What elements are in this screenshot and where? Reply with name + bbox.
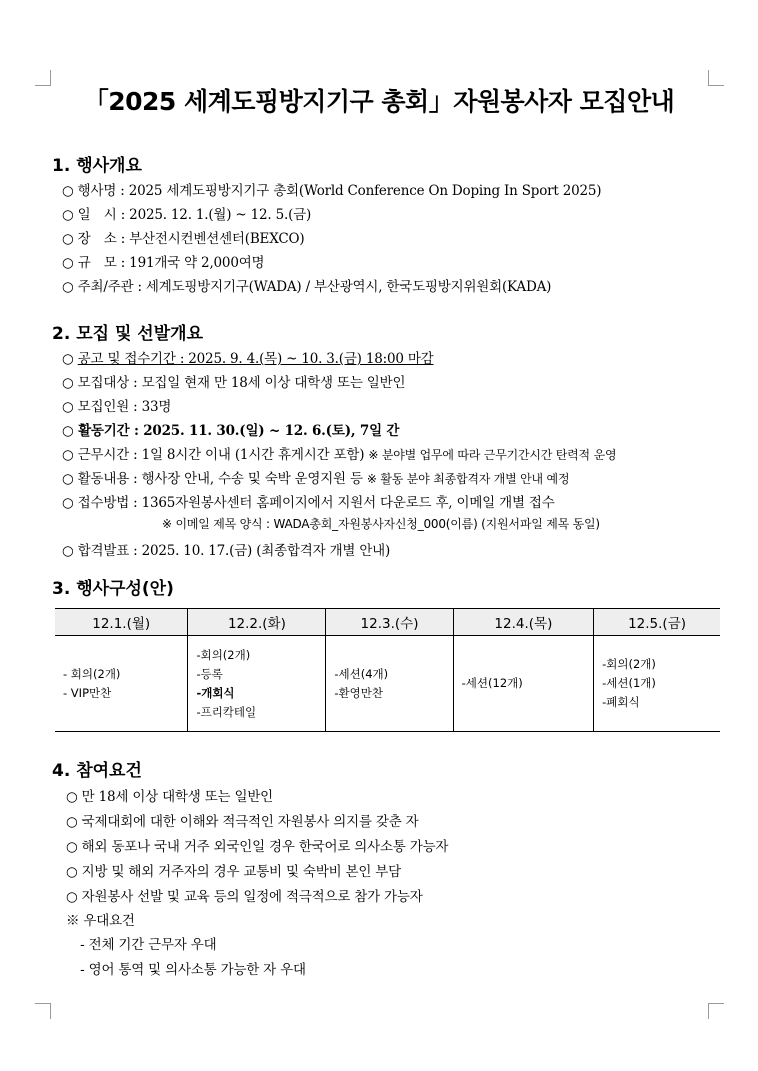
period-text: 공고 및 접수기간 : 2025. 9. 4.(목) ~ 10. 3.(금) 18:00 마감 <box>77 351 434 367</box>
cell-item: -등록 <box>196 666 223 681</box>
overview-line: ○ 행사명 : 2025 세계도핑방지기구 총회(World Conference On Doping In Sport 2025) <box>62 183 602 199</box>
document-title: 「2025 세계도핑방지기구 총회」자원봉사자 모집안내 <box>83 87 675 116</box>
crop-mark <box>35 1003 51 1019</box>
section-heading: 2. 모집 및 선발개요 <box>52 324 203 344</box>
column-header: 12.4.(목) <box>453 609 593 636</box>
content-text: ○ 활동내용 : 행사장 안내, 수송 및 숙박 운영지원 등 <box>62 471 367 487</box>
cell-item: -회의(2개) <box>196 647 251 662</box>
table-cell <box>326 636 453 732</box>
cell-item: -세션(1개) <box>602 676 656 690</box>
overview-line: ○ 주최/주관 : 세계도핑방지기구(WADA) / 부산광역시, 한국도핑방지위원회(KADA) <box>62 279 552 295</box>
cell-item: -회의(2개) <box>602 657 656 671</box>
requirement-line: ○ 지방 및 해외 거주자의 경우 교통비 및 숙박비 본인 부담 <box>66 864 401 880</box>
table-cell <box>188 636 326 732</box>
column-header: 12.1.(월) <box>55 609 188 636</box>
cell-item: -환영만찬 <box>334 685 383 700</box>
bullet: ○ <box>62 351 78 367</box>
result-announcement: ○ 합격발표 : 2025. 10. 17.(금) (최종합격자 개별 안내) <box>62 543 391 559</box>
table-row <box>55 636 720 732</box>
cell-item: - 회의(2개) <box>63 666 121 681</box>
hours-note: ※ 분야별 업무에 따라 근무기간시간 탄력적 운영 <box>368 448 617 462</box>
section-heading: 3. 행사구성(안) <box>52 579 174 599</box>
cell-item: -폐회식 <box>602 695 640 709</box>
requirement-line: ○ 해외 동포나 국내 거주 외국인일 경우 한국어로 의사소통 가능자 <box>66 839 449 855</box>
requirement-line: ○ 국제대회에 대한 이해와 적극적인 자원봉사 의지를 갖춘 자 <box>66 814 419 830</box>
overview-line: ○ 일 시 : 2025. 12. 1.(월) ~ 12. 5.(금) <box>62 207 312 223</box>
section-heading: 4. 참여요건 <box>52 761 142 781</box>
recruit-count: ○ 모집인원 : 33명 <box>62 399 172 415</box>
crop-mark <box>708 1003 724 1019</box>
overview-line: ○ 장 소 : 부산전시컨벤션센터(BEXCO) <box>62 231 305 247</box>
work-hours <box>62 443 616 463</box>
table-cell <box>55 636 188 732</box>
overview-line: ○ 규 모 : 191개국 약 2,000여명 <box>62 255 265 271</box>
cell-item: -세션(4개) <box>334 666 389 681</box>
table-cell <box>453 636 593 732</box>
cell-item: -개회식 <box>196 685 235 700</box>
content-note: ※ 활동 분야 최종합격자 개별 안내 예정 <box>366 472 570 486</box>
table-cell <box>594 636 720 732</box>
method-note: ※ 이메일 제목 양식 : WADA총회_자원봉사자신청_000(이름) (지원서파일 제목 동일) <box>162 517 600 531</box>
activity-period: ○ 활동기간 : 2025. 11. 30.(일) ~ 12. 6.(토), 7일 간 <box>62 423 400 439</box>
table-header-row <box>55 609 720 636</box>
requirement-line: ○ 만 18세 이상 대학생 또는 일반인 <box>66 789 273 805</box>
preference-line: - 영어 통역 및 의사소통 가능한 자 우대 <box>72 962 306 978</box>
column-header: 12.3.(수) <box>326 609 453 636</box>
preference-heading: ※ 우대요건 <box>66 913 135 929</box>
requirement-line: ○ 자원봉사 선발 및 교육 등의 일정에 적극적으로 참가 가능자 <box>66 889 423 905</box>
cell-item: - VIP만찬 <box>63 685 112 700</box>
activity-content <box>62 467 569 487</box>
column-header: 12.2.(화) <box>188 609 326 636</box>
recruit-target: ○ 모집대상 : 모집일 현재 만 18세 이상 대학생 또는 일반인 <box>62 375 406 391</box>
apply-method: ○ 접수방법 : 1365자원봉사센터 홈페이지에서 지원서 다운로드 후, 이메일 개별 접수 <box>62 495 555 511</box>
hours-text: ○ 근무시간 : 1일 8시간 이내 (1시간 휴게시간 포함) <box>62 447 369 463</box>
recruit-period <box>62 347 434 367</box>
column-header: 12.5.(금) <box>594 609 720 636</box>
section-heading: 1. 행사개요 <box>52 156 142 176</box>
preference-line: - 전체 기간 근무자 우대 <box>72 937 217 953</box>
schedule-table <box>55 608 720 732</box>
cell-item: -세션(12개) <box>461 676 523 690</box>
cell-item: -프리칵테일 <box>196 704 257 719</box>
